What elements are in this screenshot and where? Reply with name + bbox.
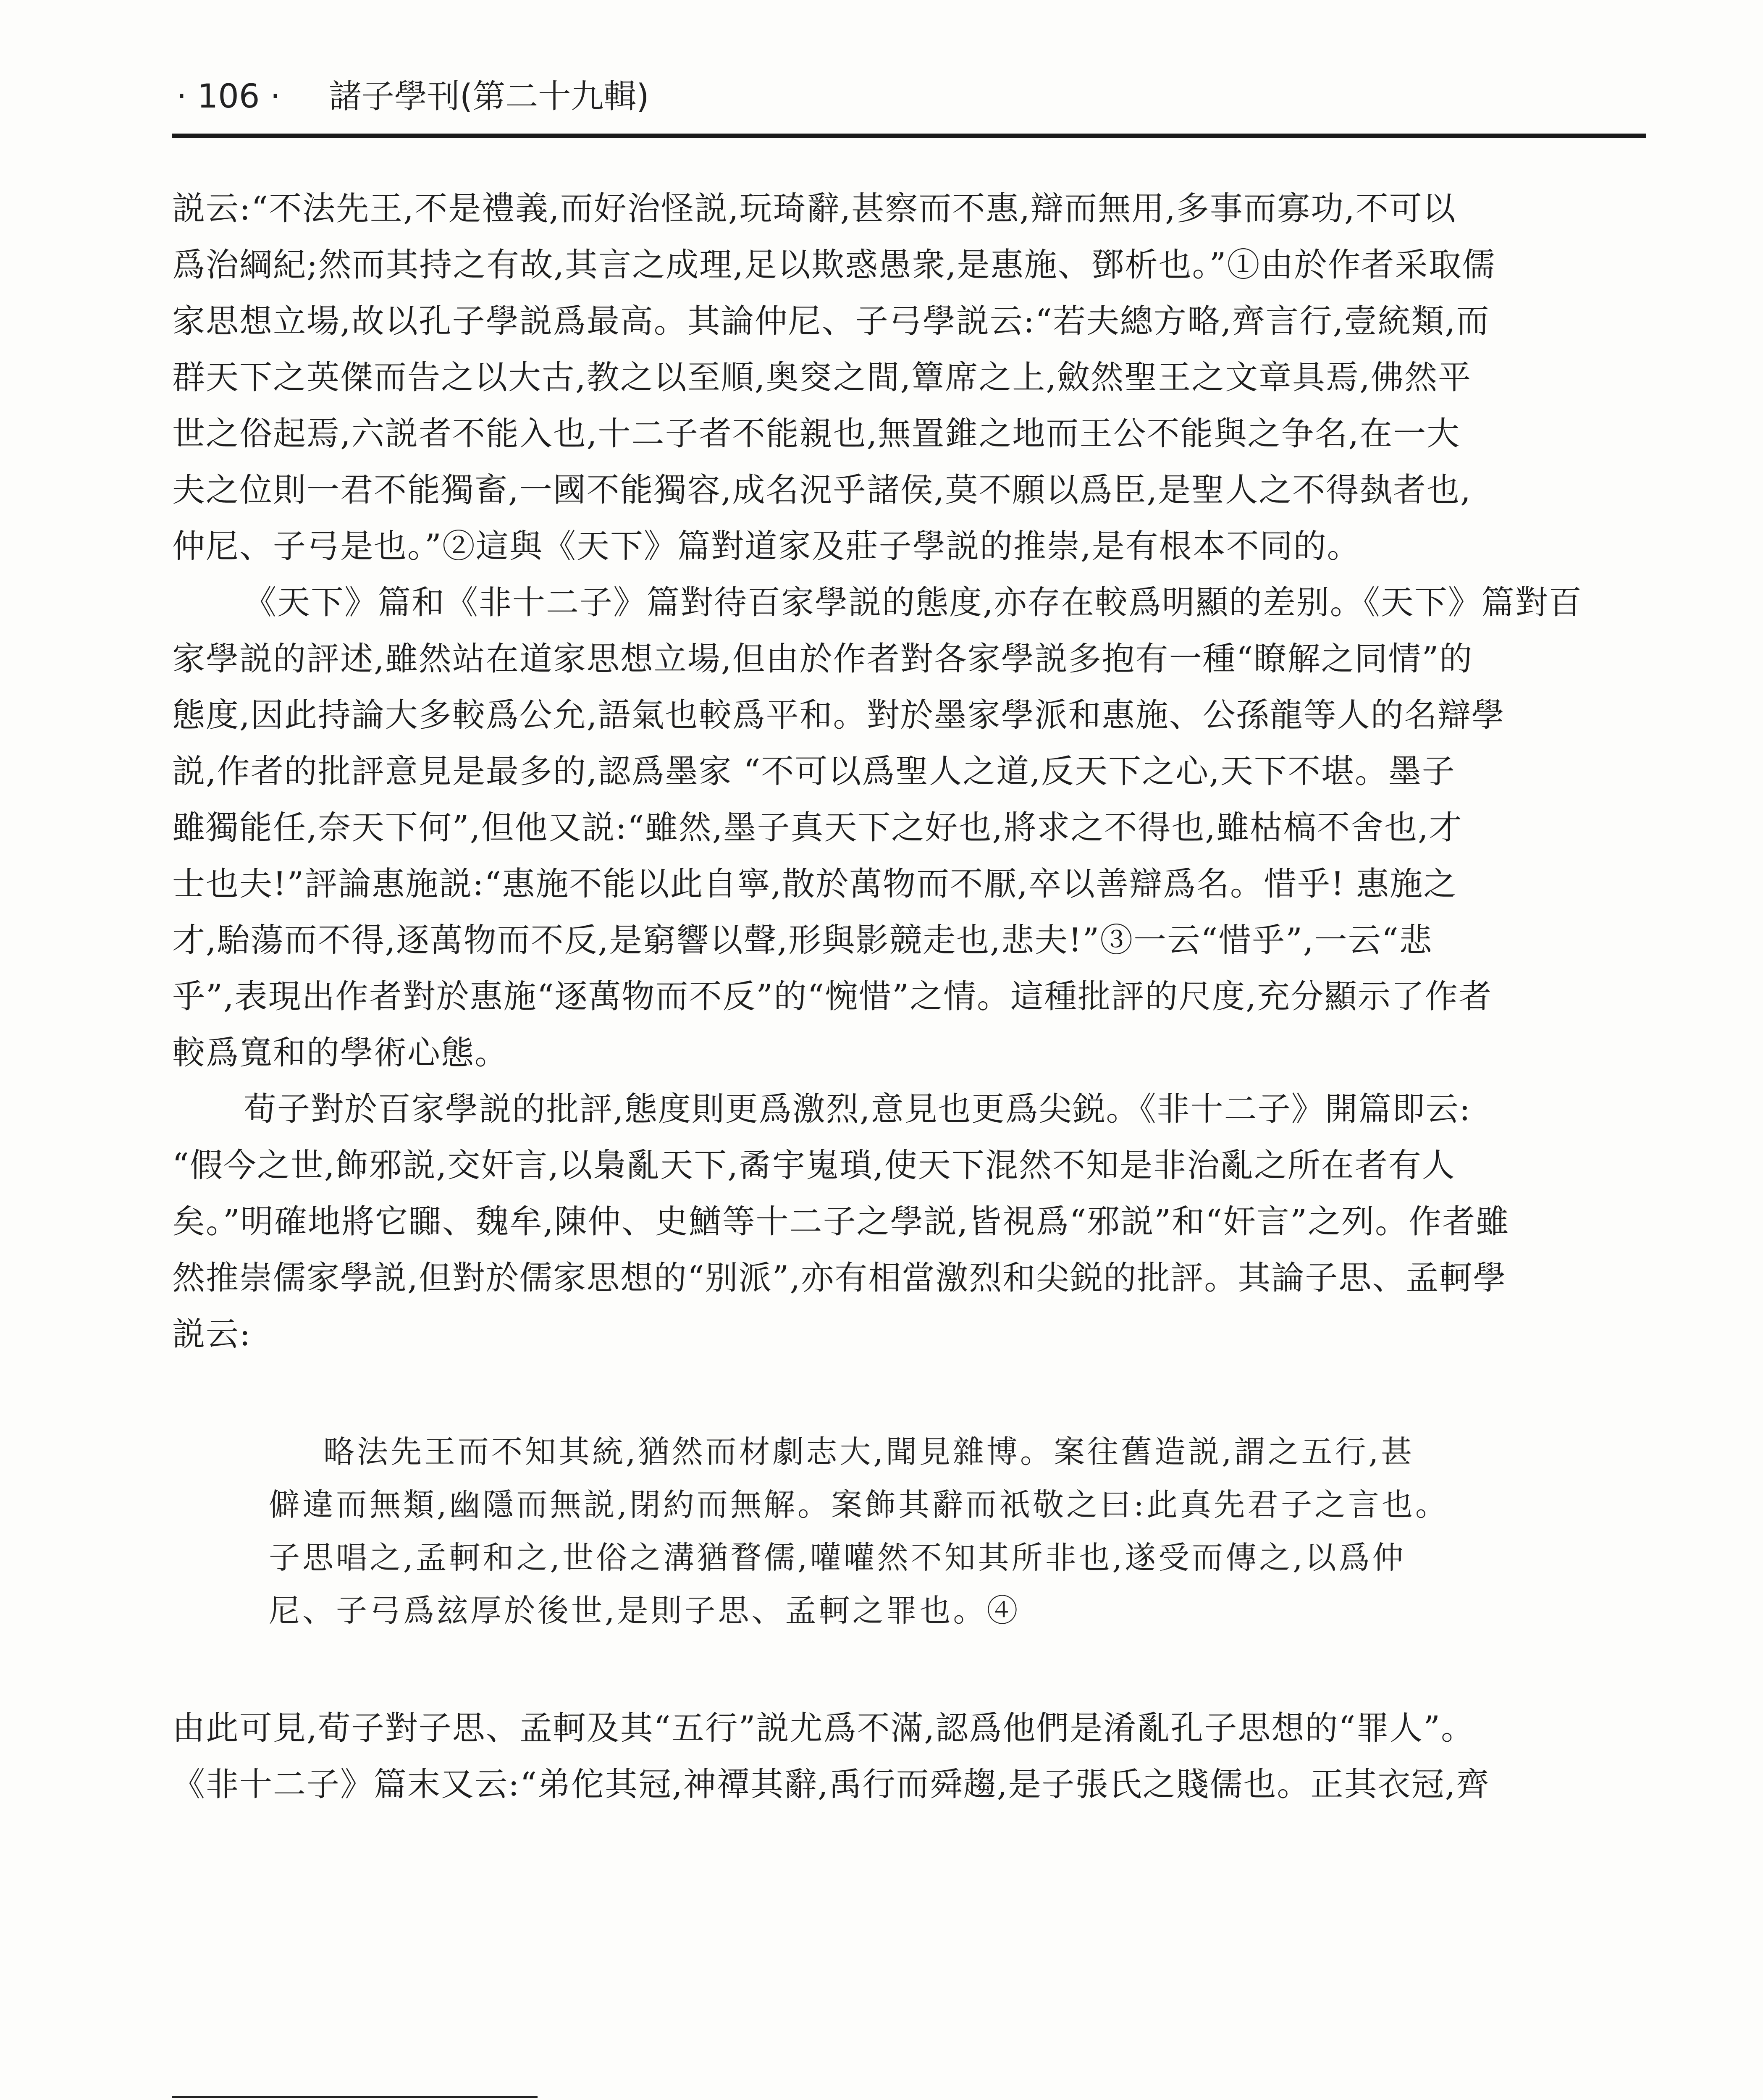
block-quote: 略法先王而不知其統,猶然而材劇志大,聞見雜博。案往舊造説,謂之五行,甚 僻違而無類,幽隱而無説,閉約而無解。案飾其辭而祇敬之曰:此真先君子之言也。 子思唱之,孟軻和之,世俗之溝猶瞀儒,嚾嚾然不知其所非也,遂受而傳之,以爲仲 尼、子弓爲玆厚於後世,是則子思、孟軻之罪也。④ — [269, 1434, 1449, 1629]
paragraph: 説云:“不法先王,不是禮義,而好治怪説,玩琦辭,甚察而不惠,辯而無用,多事而寡功,不可以 爲治綱紀;然而其持之有故,其言之成理,足以欺惑愚衆,是惠施、鄧析也。”①由於作者采取儒 家思想立場,故以孔子學説爲最高。其論仲尼、子弓學説云:“若夫總方略,齊言行,壹統類,而 群天下之英傑而告之以大古,教之以至順,奥窔之間,簟席之上,斂然聖王之文章具焉,佛然平 世之俗起焉,六説者不能入也,十二子者不能親也,無置錐之地而王公不能與之争名,在一大 夫之位則一君不能獨畜,一國不能獨容,成名況乎諸侯,莫不願以爲臣,是聖人之不得埶者也, 仲尼、子弓是也。”②這與《天下》篇對道家及莊子學説的推崇,是有根本不同的。 — [172, 190, 1496, 565]
header-rule — [172, 134, 1646, 138]
paragraph: 《天下》篇和《非十二子》篇對待百家學説的態度,亦存在較爲明顯的差别。《天下》篇對百 家學説的評述,雖然站在道家思想立場,但由於作者對各家學説多抱有一種“瞭解之同情”的 態度,因此持論大多較爲公允,語氣也較爲平和。對於墨家學派和惠施、公孫龍等人的名辯學 説,作者的批評意見是最多的,認爲墨家 “不可以爲聖人之道,反天下之心,天下不堪。墨子 雖獨能任,奈天下何”,但他又説:“雖然,墨子真天下之好也,將求之不得也,雖枯槁不舍也,才 士也夫!”評論惠施説:“惠施不能以此自寧,散於萬物而不厭,卒以善辯爲名。惜乎! 惠施之 才,駘蕩而不得,逐萬物而不反,是窮響以聲,形與影競走也,悲夫!”③一云“惜乎”,一云“悲 乎”,表現出作者對於惠施“逐萬物而不反”的“惋惜”之情。這種批評的尺度,充分顯示了作者 較爲寬和的學術心態。 — [172, 584, 1582, 1072]
footnote-rule — [172, 2096, 538, 2098]
body-text — [172, 181, 1646, 1813]
journal-title: 諸子學刊(第二十九輯) — [328, 78, 649, 116]
paragraph: 荀子對於百家學説的批評,態度則更爲激烈,意見也更爲尖鋭。《非十二子》開篇即云: “假今之世,飾邪説,交奸言,以梟亂天下,矞宇嵬瑣,使天下混然不知是非治亂之所在者有人 矣。”明確地將它嚻、魏牟,陳仲、史鰌等十二子之學説,皆視爲“邪説”和“奸言”之列。作者雖 然推崇儒家學説,但對於儒家思想的“别派”,亦有相當激烈和尖鋭的批評。其論子思、孟軻學 説云: — [172, 1090, 1509, 1353]
running-header — [176, 67, 1646, 126]
paragraph: 由此可見,荀子對子思、孟軻及其“五行”説尤爲不滿,認爲他們是淆亂孔子思想的“罪人”。 《非十二子》篇末又云:“弟佗其冠,神禫其辭,禹行而舜趨,是子張氏之賤儒也。正其衣冠,齊 — [172, 1709, 1490, 1803]
page-number: · 106 · — [176, 78, 281, 116]
